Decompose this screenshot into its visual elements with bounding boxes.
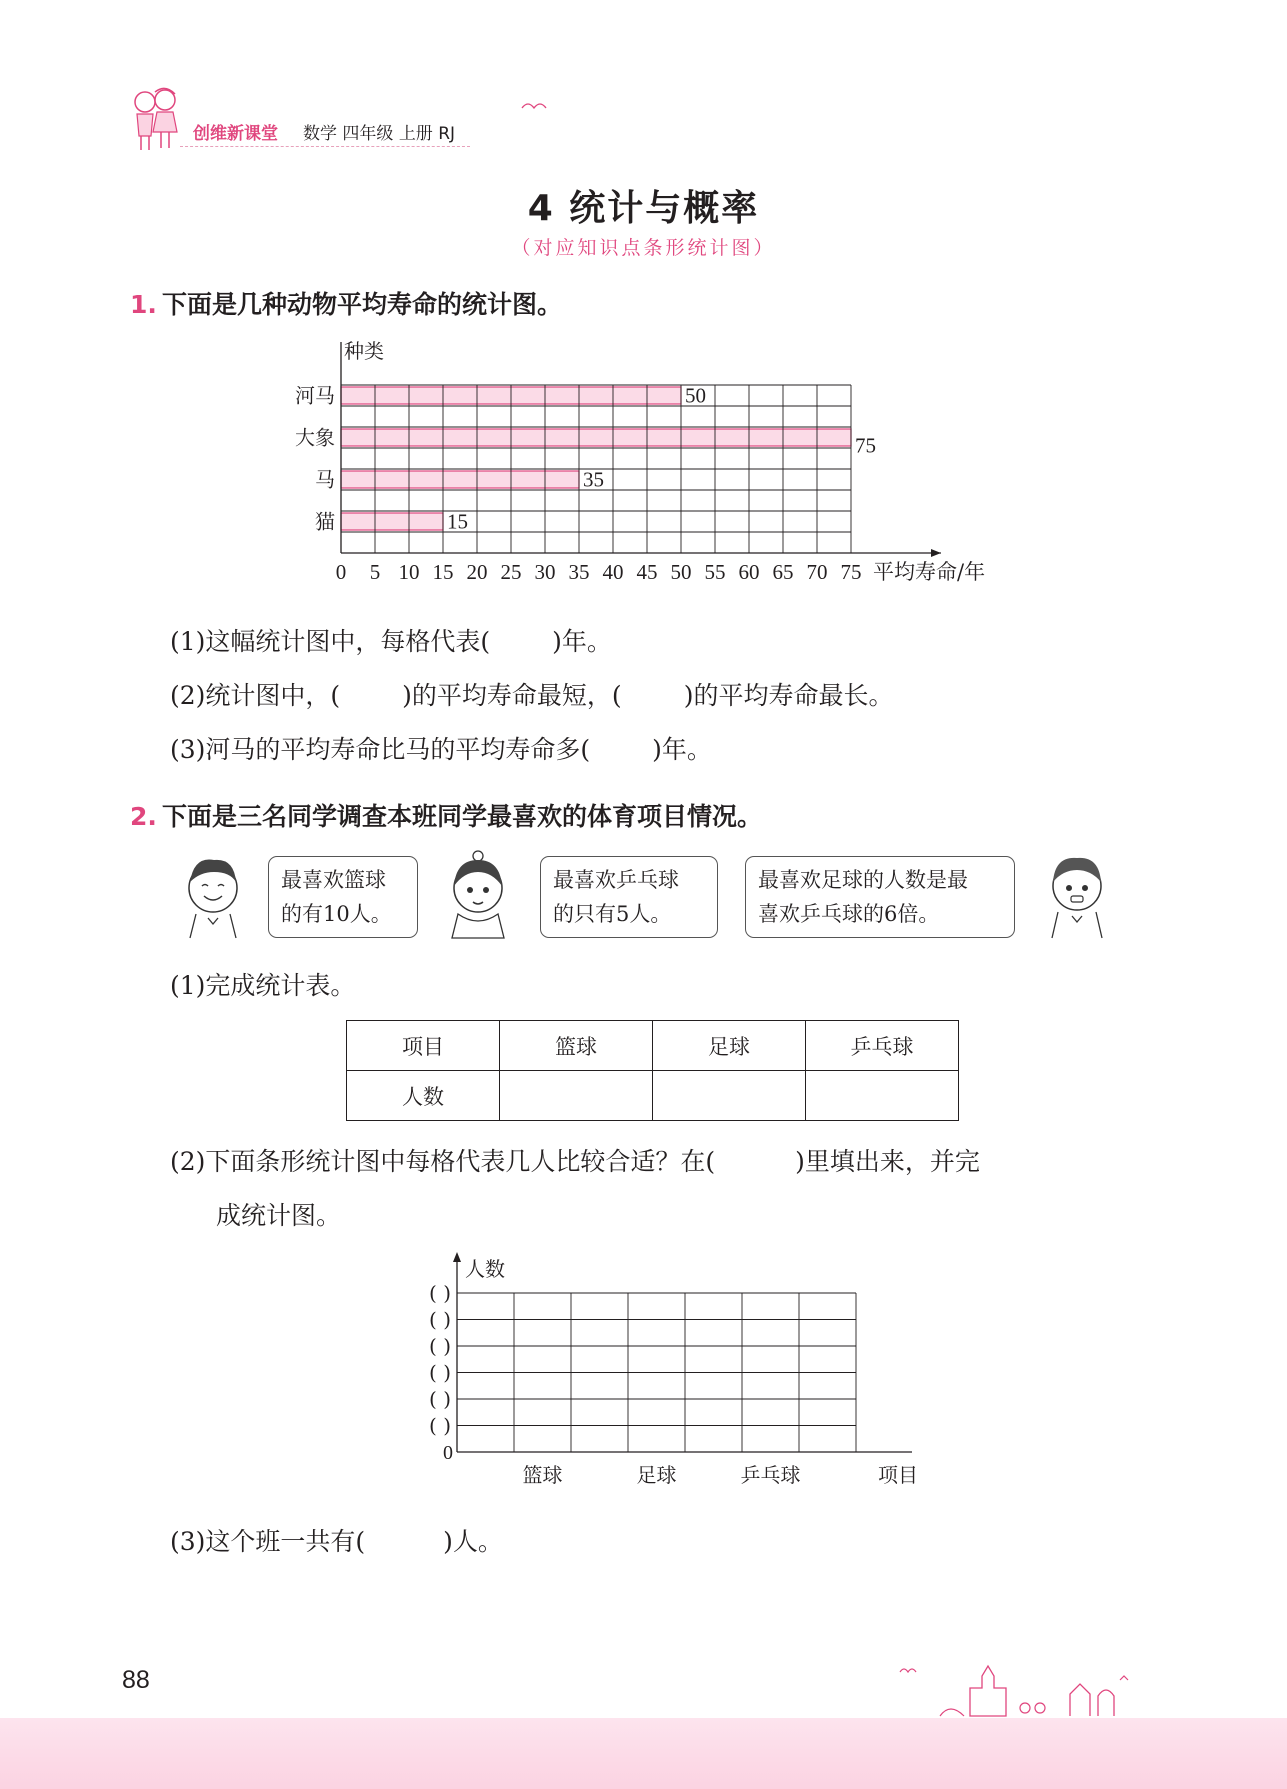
bubble1-line1: 最喜欢篮球 bbox=[281, 868, 386, 892]
x-axis-label: 平均寿命/年 bbox=[873, 560, 986, 584]
table-header-row bbox=[347, 1021, 959, 1071]
x-tick-label: 50 bbox=[670, 560, 692, 584]
y-axis-arrow bbox=[453, 1252, 461, 1262]
header-kids-illustration bbox=[125, 84, 185, 154]
q1-sub3-text: (3)河马的平均寿命比马的平均寿命多( bbox=[170, 735, 591, 764]
q1-sub1-text: (1)这幅统计图中，每格代表( bbox=[170, 627, 491, 656]
speech-bubble-pingpong bbox=[540, 856, 718, 938]
y-axis-label: 人数 bbox=[465, 1257, 505, 1281]
unit-title: 4 统计与概率 bbox=[527, 188, 760, 229]
value-label: 15 bbox=[447, 509, 468, 534]
category-label: 篮球 bbox=[522, 1463, 563, 1487]
x-tick-label: 35 bbox=[568, 560, 590, 584]
q1-sub3-end: )年。 bbox=[652, 735, 712, 764]
x-tick-label: 40 bbox=[602, 560, 624, 584]
q1-sub2-text-c: )的平均寿命最长。 bbox=[683, 681, 894, 710]
table-row bbox=[347, 1071, 959, 1121]
q1-number: 1. bbox=[130, 290, 157, 319]
bar-4 bbox=[341, 513, 443, 530]
q2-number: 2. bbox=[130, 802, 157, 831]
origin-label: 0 bbox=[443, 1442, 453, 1464]
header-divider bbox=[180, 146, 470, 147]
category-label: 足球 bbox=[636, 1463, 677, 1487]
y-tick-blank: ( ) bbox=[429, 1307, 451, 1332]
q2-sub3-text-a: (3)这个班一共有( bbox=[170, 1527, 366, 1556]
x-tick-label: 60 bbox=[738, 560, 760, 584]
boy-avatar-2 bbox=[1040, 850, 1114, 942]
q2-stat-table bbox=[346, 1020, 959, 1121]
x-axis-arrow bbox=[931, 549, 941, 557]
bar-2 bbox=[341, 429, 851, 446]
q2-sub3-text-b: )人。 bbox=[443, 1527, 503, 1556]
header-subject: 数学 bbox=[303, 124, 337, 144]
x-tick-label: 10 bbox=[398, 560, 420, 584]
q2-sub2-text-b: )里填出来，并完 bbox=[795, 1147, 980, 1176]
bubble3-line1: 最喜欢足球的人数是最 bbox=[758, 868, 968, 892]
x-tick-label: 30 bbox=[534, 560, 556, 584]
unit-subtitle: （对应知识点条形统计图） bbox=[511, 237, 776, 259]
table-cell-football[interactable] bbox=[653, 1071, 806, 1121]
header-book-info bbox=[303, 119, 455, 144]
table-header-football: 足球 bbox=[653, 1021, 806, 1071]
header-bird-icon bbox=[520, 98, 548, 116]
y-axis-label: 种类 bbox=[344, 339, 384, 363]
q1-sub2-text-b: )的平均寿命最短，( bbox=[402, 681, 622, 710]
category-label: 猫 bbox=[315, 509, 335, 534]
y-tick-blank: ( ) bbox=[429, 1281, 451, 1305]
x-tick-label: 55 bbox=[704, 560, 726, 584]
q2-sports-bar-chart bbox=[370, 1240, 930, 1505]
y-tick-blank: ( ) bbox=[429, 1413, 451, 1438]
q1-sub2-text-a: (2)统计图中，( bbox=[170, 681, 341, 710]
header-edition: RJ bbox=[438, 124, 456, 144]
bubble2-line1: 最喜欢乒乓球 bbox=[553, 868, 679, 892]
x-tick-label: 5 bbox=[369, 560, 381, 584]
y-tick-blank: ( ) bbox=[429, 1360, 451, 1385]
table-cell-pingpong[interactable] bbox=[806, 1071, 959, 1121]
table-header-basketball: 篮球 bbox=[500, 1021, 653, 1071]
q2-sub2-cont: 成统计图。 bbox=[216, 1201, 342, 1230]
boy-avatar-1 bbox=[178, 852, 248, 942]
value-label: 75 bbox=[855, 433, 876, 458]
q2-sub3 bbox=[170, 1522, 503, 1558]
speech-bubble-football bbox=[745, 856, 1015, 938]
header-grade: 四年级 bbox=[342, 124, 394, 144]
x-tick-label: 65 bbox=[772, 560, 794, 584]
q2-sub2-text-a: (2)下面条形统计图中每格代表几人比较合适？在( bbox=[170, 1147, 716, 1176]
q1-sub2 bbox=[170, 676, 893, 712]
category-label: 河马 bbox=[295, 383, 335, 408]
q1-sub1 bbox=[170, 622, 612, 658]
table-cell-basketball[interactable] bbox=[500, 1071, 653, 1121]
q2-text: 下面是三名同学调查本班同学最喜欢的体育项目情况。 bbox=[162, 802, 763, 831]
castle-decoration-icon bbox=[880, 1650, 1170, 1722]
value-label: 35 bbox=[583, 467, 604, 492]
q1-sub3 bbox=[170, 730, 712, 766]
y-tick-blank: ( ) bbox=[429, 1387, 451, 1411]
category-label: 乒乓球 bbox=[740, 1463, 801, 1487]
header-volume: 上册 bbox=[398, 124, 433, 144]
bubble2-line2: 的只有5人。 bbox=[553, 902, 672, 926]
category-label: 马 bbox=[315, 467, 335, 492]
bubble1-line2: 的有10人。 bbox=[281, 902, 392, 926]
y-tick-blank: ( ) bbox=[429, 1334, 451, 1358]
table-header-pingpong: 乒乓球 bbox=[806, 1021, 959, 1071]
q2-sub1: (1)完成统计表。 bbox=[170, 971, 356, 1000]
value-label: 50 bbox=[685, 383, 706, 408]
footer-band bbox=[0, 1718, 1287, 1789]
q1-lifespan-bar-chart bbox=[270, 330, 1030, 610]
x-tick-label: 70 bbox=[806, 560, 828, 584]
x-tick-label: 45 bbox=[636, 560, 658, 584]
q1-heading bbox=[130, 285, 562, 321]
page-number: 88 bbox=[122, 1666, 150, 1694]
bar-3 bbox=[341, 471, 579, 488]
table-header-item: 项目 bbox=[347, 1021, 500, 1071]
q2-heading bbox=[130, 797, 762, 833]
header-brand: 创维新课堂 bbox=[193, 124, 278, 144]
x-tick-label: 25 bbox=[500, 560, 522, 584]
category-label: 大象 bbox=[295, 425, 335, 450]
bubble3-line2: 喜欢乒乓球的6倍。 bbox=[758, 902, 940, 926]
q1-sub1-end: )年。 bbox=[552, 627, 612, 656]
q1-text: 下面是几种动物平均寿命的统计图。 bbox=[162, 290, 563, 319]
x-tick-label: 20 bbox=[466, 560, 488, 584]
x-tick-label: 75 bbox=[840, 560, 862, 584]
x-tick-label: 15 bbox=[432, 560, 454, 584]
girl-avatar bbox=[442, 848, 514, 942]
x-axis-label: 项目 bbox=[878, 1463, 918, 1487]
table-row-label: 人数 bbox=[347, 1071, 500, 1121]
q2-sub2 bbox=[170, 1142, 980, 1178]
x-tick-label: 0 bbox=[335, 560, 347, 584]
speech-bubble-basketball bbox=[268, 856, 418, 938]
